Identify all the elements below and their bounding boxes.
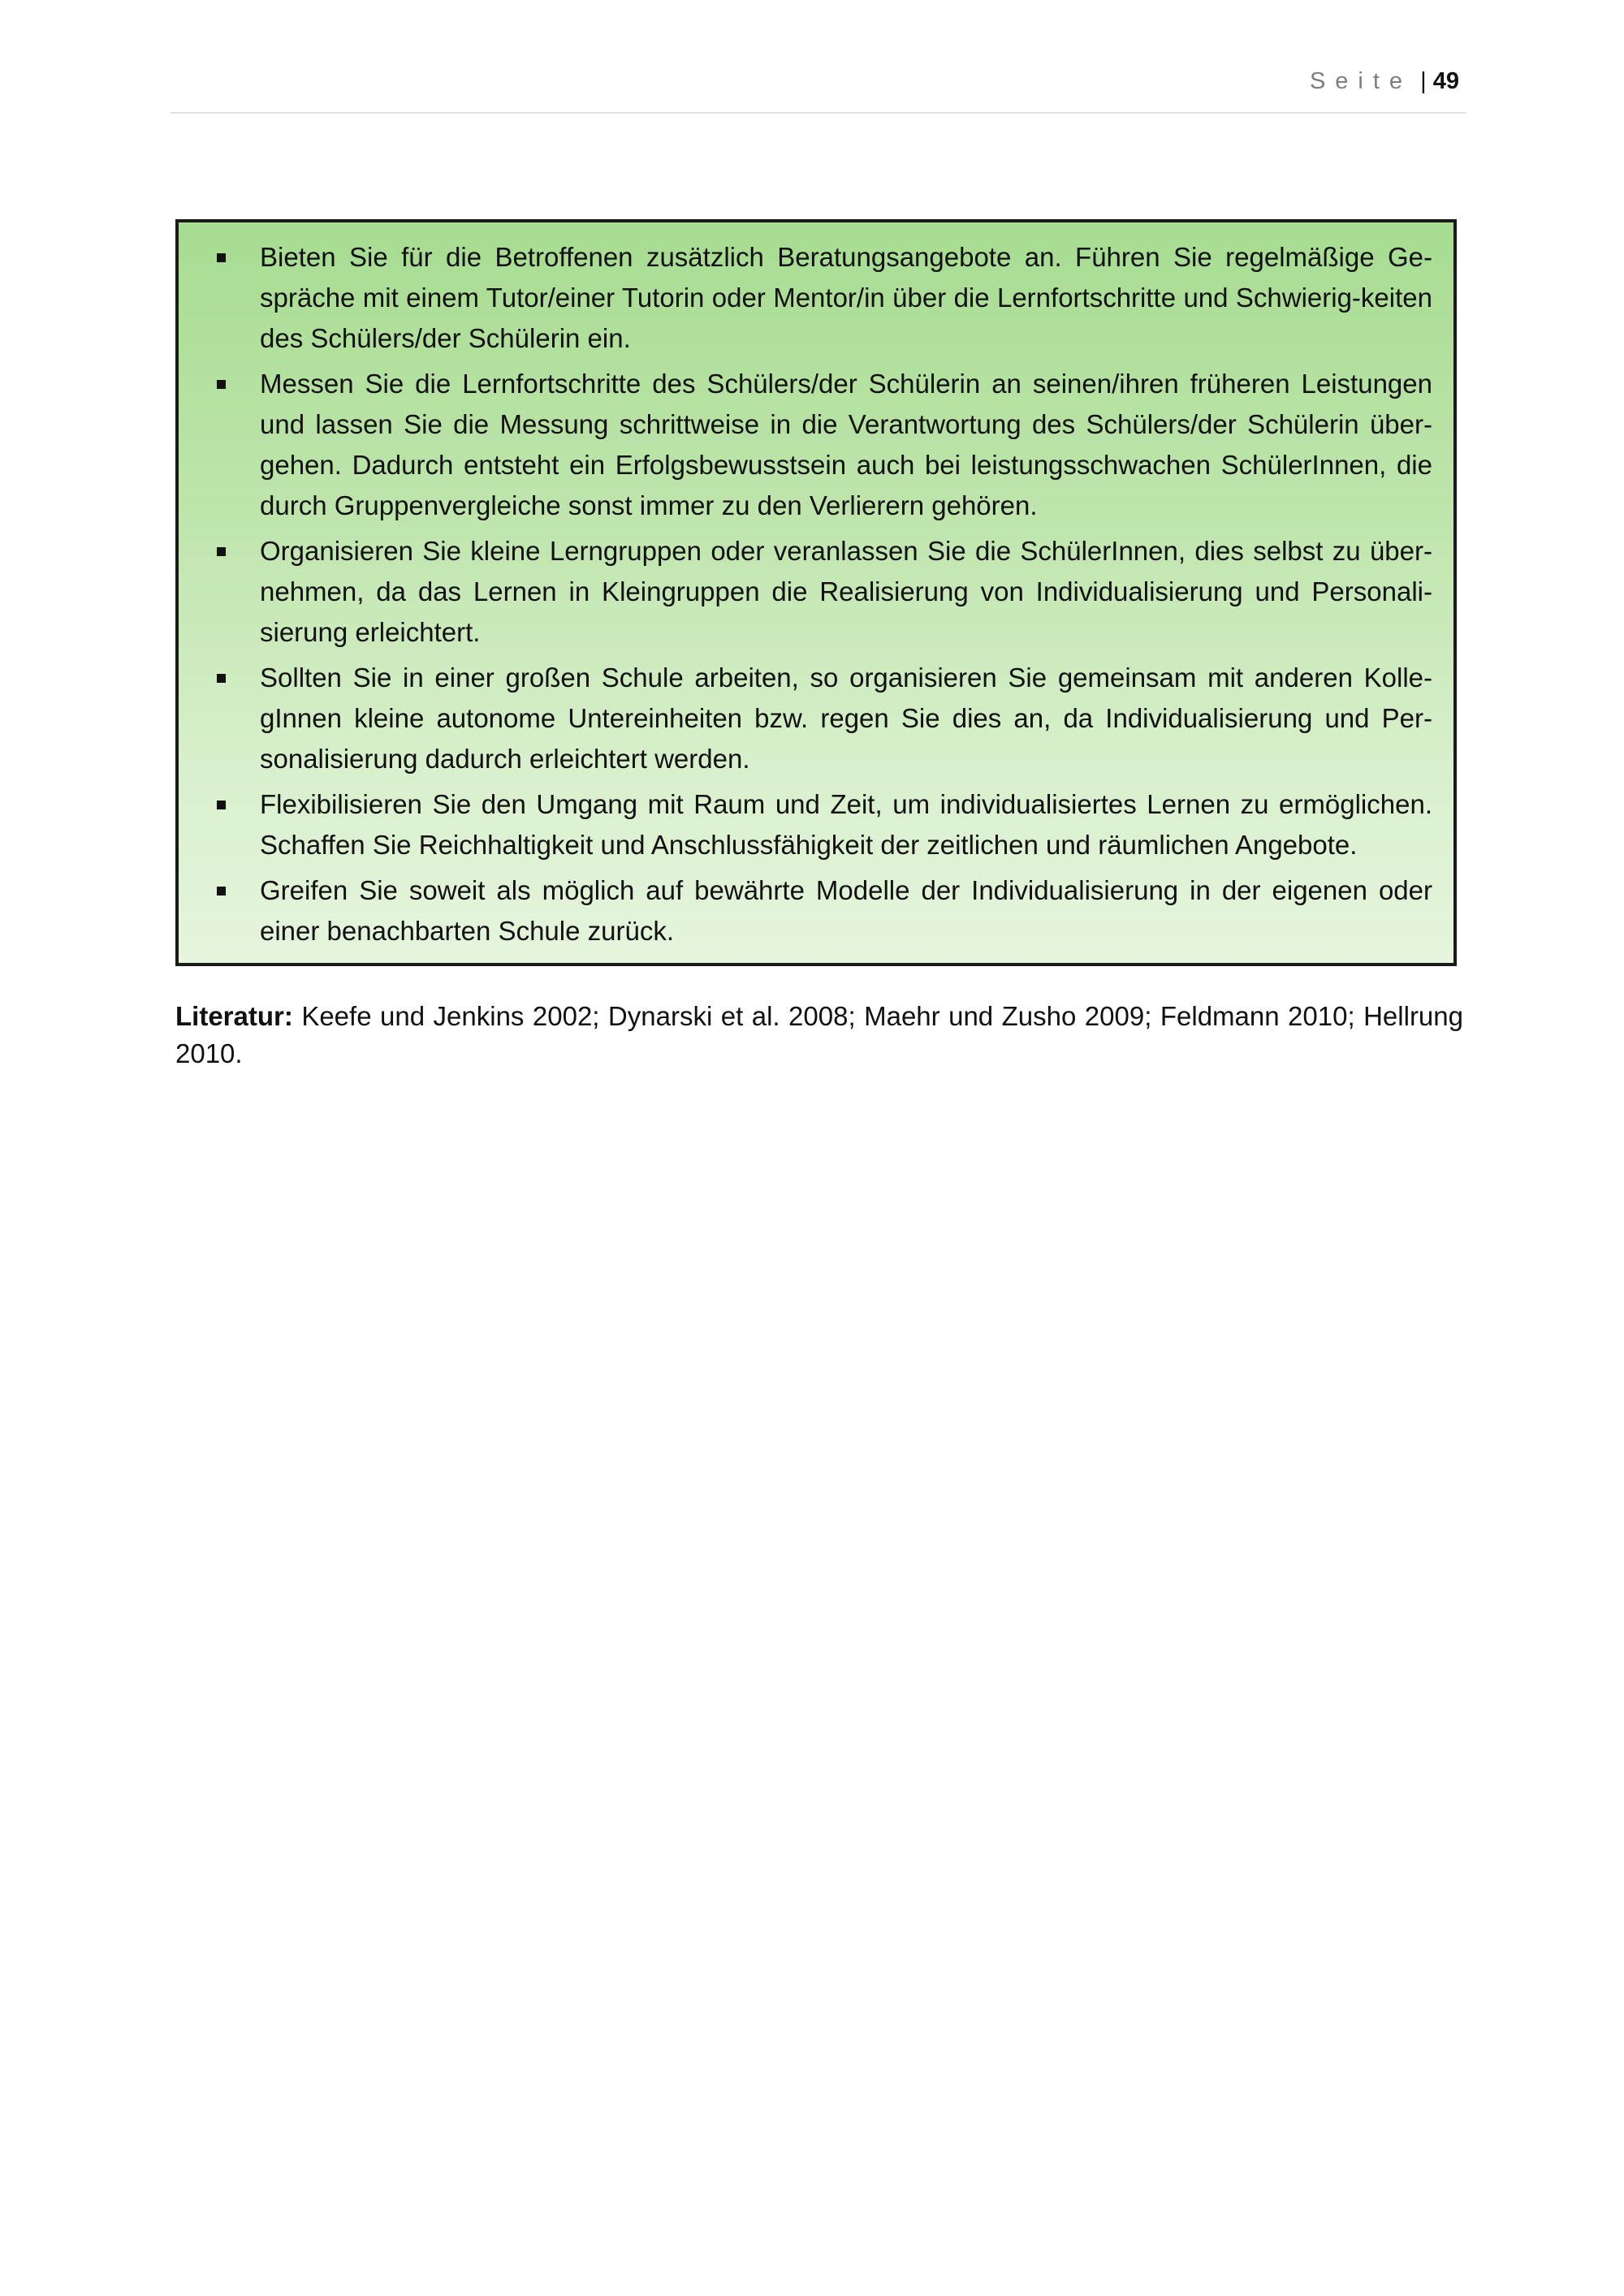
bullet-text: Greifen Sie soweit als möglich auf bewährte Modelle der Individualisierung in der eigenen oder einer benachbarten Schule zurück. bbox=[260, 875, 1432, 946]
bullet-item bbox=[200, 364, 1432, 526]
bullet-text: Sollten Sie in einer großen Schule arbeiten, so organisieren Sie gemeinsam mit anderen Kolle-gInnen kleine autonome Untereinheiten bzw. regen Sie dies an, da Individualisierung und Per-sonalisierung dadurch erleichtert werden. bbox=[260, 662, 1432, 774]
bullet-text: Bieten Sie für die Betroffenen zusätzlich Beratungsangebote an. Führen Sie regelmäßige Ge-spräche mit einem Tutor/einer Tutorin oder Mentor/in über die Lernfortschritte und Schwierig-keiten des Schülers/der Schülerin ein. bbox=[260, 242, 1432, 353]
bullet-item bbox=[200, 870, 1432, 952]
literature-references bbox=[175, 998, 1463, 1072]
page-number-label bbox=[1310, 67, 1459, 96]
square-bullet-icon bbox=[217, 380, 226, 389]
square-bullet-icon bbox=[217, 674, 226, 683]
bullet-text: Flexibilisieren Sie den Umgang mit Raum und Zeit, um individualisiertes Lernen zu ermöglichen. Schaffen Sie Reichhaltigkeit und Anschlussfähigkeit der zeitlichen und räumlichen Angebote. bbox=[260, 789, 1432, 860]
header-separator: | bbox=[1420, 68, 1427, 94]
square-bullet-icon bbox=[217, 801, 226, 809]
recommendation-box bbox=[175, 219, 1457, 966]
square-bullet-icon bbox=[217, 547, 226, 556]
page-number: 49 bbox=[1432, 68, 1459, 94]
bullet-list bbox=[200, 237, 1432, 952]
square-bullet-icon bbox=[217, 253, 226, 262]
literature-label: Literatur: bbox=[175, 1001, 293, 1031]
page-header bbox=[171, 63, 1466, 114]
bullet-item bbox=[200, 784, 1432, 865]
bullet-item bbox=[200, 531, 1432, 653]
bullet-item bbox=[200, 237, 1432, 359]
seite-label: Seite bbox=[1309, 68, 1413, 94]
bullet-item bbox=[200, 658, 1432, 779]
literature-text: Keefe und Jenkins 2002; Dynarski et al. 2008; Maehr und Zusho 2009; Feldmann 2010; Hellrung 2010. bbox=[175, 1001, 1463, 1068]
bullet-text: Organisieren Sie kleine Lerngruppen oder veranlassen Sie die SchülerInnen, dies selbst zu über-nehmen, da das Lernen in Kleingruppen die Realisierung von Individualisierung und Personali-sierung erleichtert. bbox=[260, 536, 1432, 647]
bullet-text: Messen Sie die Lernfortschritte des Schülers/der Schülerin an seinen/ihren früheren Leistungen und lassen Sie die Messung schrittweise in die Verantwortung des Schülers/der Schülerin über-gehen. Dadurch entsteht ein Erfolgsbewusstsein auch bei leistungsschwachen SchülerInnen, die durch Gruppenvergleiche sonst immer zu den Verlierern gehören. bbox=[260, 369, 1432, 520]
square-bullet-icon bbox=[217, 887, 226, 896]
